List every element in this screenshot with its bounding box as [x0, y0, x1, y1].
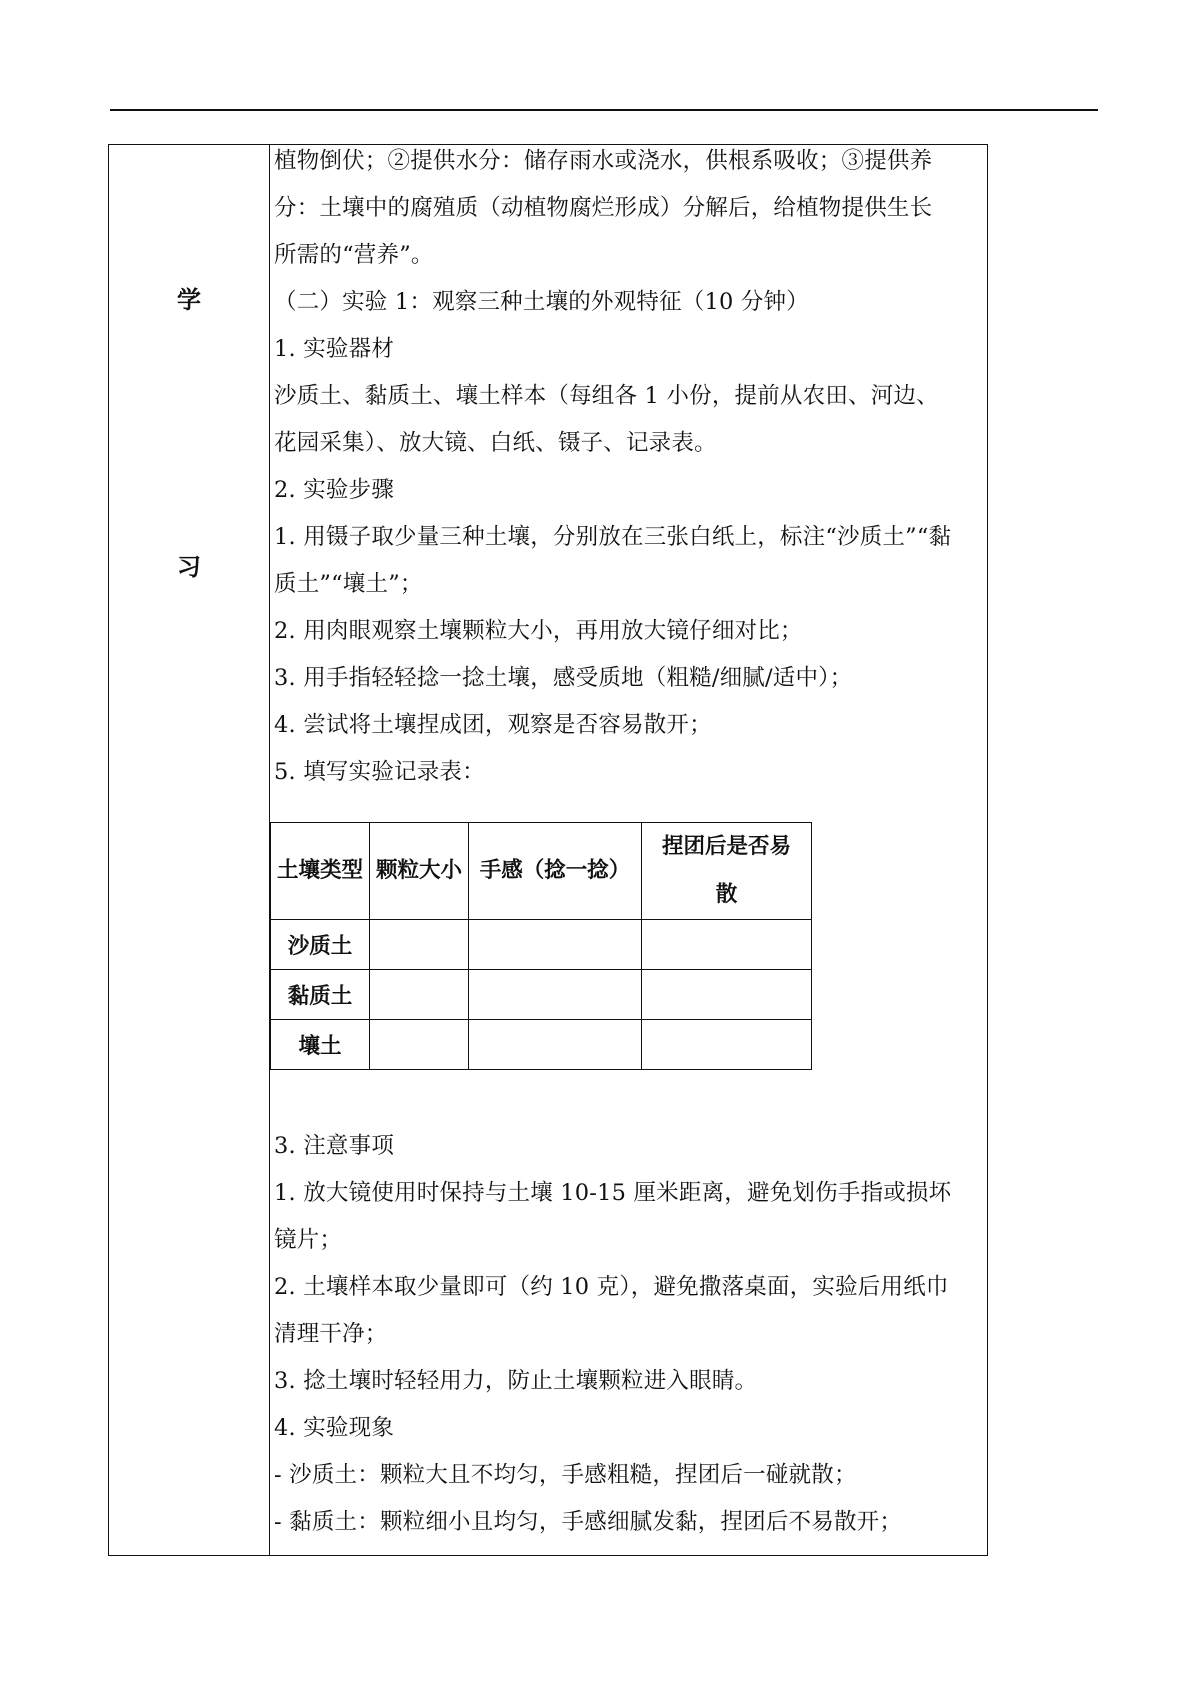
section-label-column [109, 145, 270, 1555]
experiment-record-table [270, 822, 812, 1070]
item-heading: 3. 注意事项 [274, 1133, 395, 1159]
table-cell [642, 1020, 812, 1070]
text-line: 清理干净； [274, 1321, 388, 1347]
text-line: 沙质土、黏质土、壤土样本（每组各 1 小份，提前从农田、河边、 [274, 383, 939, 409]
table-cell [370, 920, 469, 970]
text-line: 花园采集）、放大镜、白纸、镊子、记录表。 [274, 430, 717, 456]
text-line: 3. 用手指轻轻捻一捻土壤，感受质地（粗糙/细腻/适中）； [274, 665, 853, 691]
table-cell [642, 970, 812, 1020]
table-cell [469, 970, 642, 1020]
section-label-char-2: 习 [177, 553, 201, 581]
section-label-char-1: 学 [177, 286, 201, 314]
table-header-row [271, 823, 812, 920]
text-line: 镜片； [274, 1227, 343, 1253]
table-cell [642, 920, 812, 970]
table-cell-soil-type: 壤土 [271, 1020, 370, 1070]
text-line: 5. 填写实验记录表： [274, 759, 485, 785]
table-row [271, 1020, 812, 1070]
table-cell [370, 1020, 469, 1070]
text-line: - 黏质土：颗粒细小且均匀，手感细腻发黏，捏团后不易散开； [274, 1509, 903, 1535]
text-line: 4. 尝试将土壤捏成团，观察是否容易散开； [274, 712, 712, 738]
text-line: 1. 用镊子取少量三种土壤，分别放在三张白纸上，标注“沙质土”“黏 [274, 524, 952, 550]
subsection-heading: （二）实验 1：观察三种土壤的外观特征（10 分钟） [274, 289, 809, 315]
table-header-cell: 颗粒大小 [370, 823, 469, 920]
item-heading: 1. 实验器材 [274, 336, 395, 362]
table-cell [469, 920, 642, 970]
table-row [271, 970, 812, 1020]
item-heading: 2. 实验步骤 [274, 477, 395, 503]
table-cell [370, 970, 469, 1020]
text-line: 2. 用肉眼观察土壤颗粒大小，再用放大镜仔细对比； [274, 618, 803, 644]
table-row [271, 920, 812, 970]
table-cell-soil-type: 黏质土 [271, 970, 370, 1020]
text-line: 植物倒伏；②提供水分：储存雨水或浇水，供根系吸收；③提供养 [274, 148, 933, 174]
text-line: - 沙质土：颗粒大且不均匀，手感粗糙，捏团后一碰就散； [274, 1462, 857, 1488]
table-header-cell: 土壤类型 [271, 823, 370, 920]
table-cell [469, 1020, 642, 1070]
text-line: 2. 土壤样本取少量即可（约 10 克），避免撒落桌面，实验后用纸巾 [274, 1274, 949, 1300]
text-line: 分：土壤中的腐殖质（动植物腐烂形成）分解后，给植物提供生长 [274, 195, 933, 221]
text-line: 所需的“营养”。 [274, 242, 434, 268]
table-cell-soil-type: 沙质土 [271, 920, 370, 970]
table-header-cell: 手感（捻一捻） [469, 823, 642, 920]
header-rule [110, 109, 1098, 111]
text-line: 3. 捻土壤时轻轻用力，防止土壤颗粒进入眼睛。 [274, 1368, 758, 1394]
text-line: 质土”“壤土”； [274, 571, 423, 597]
table-header-cell: 捏团后是否易散 [642, 823, 812, 920]
item-heading: 4. 实验现象 [274, 1415, 395, 1441]
text-line: 1. 放大镜使用时保持与土壤 10-15 厘米距离，避免划伤手指或损坏 [274, 1180, 952, 1206]
